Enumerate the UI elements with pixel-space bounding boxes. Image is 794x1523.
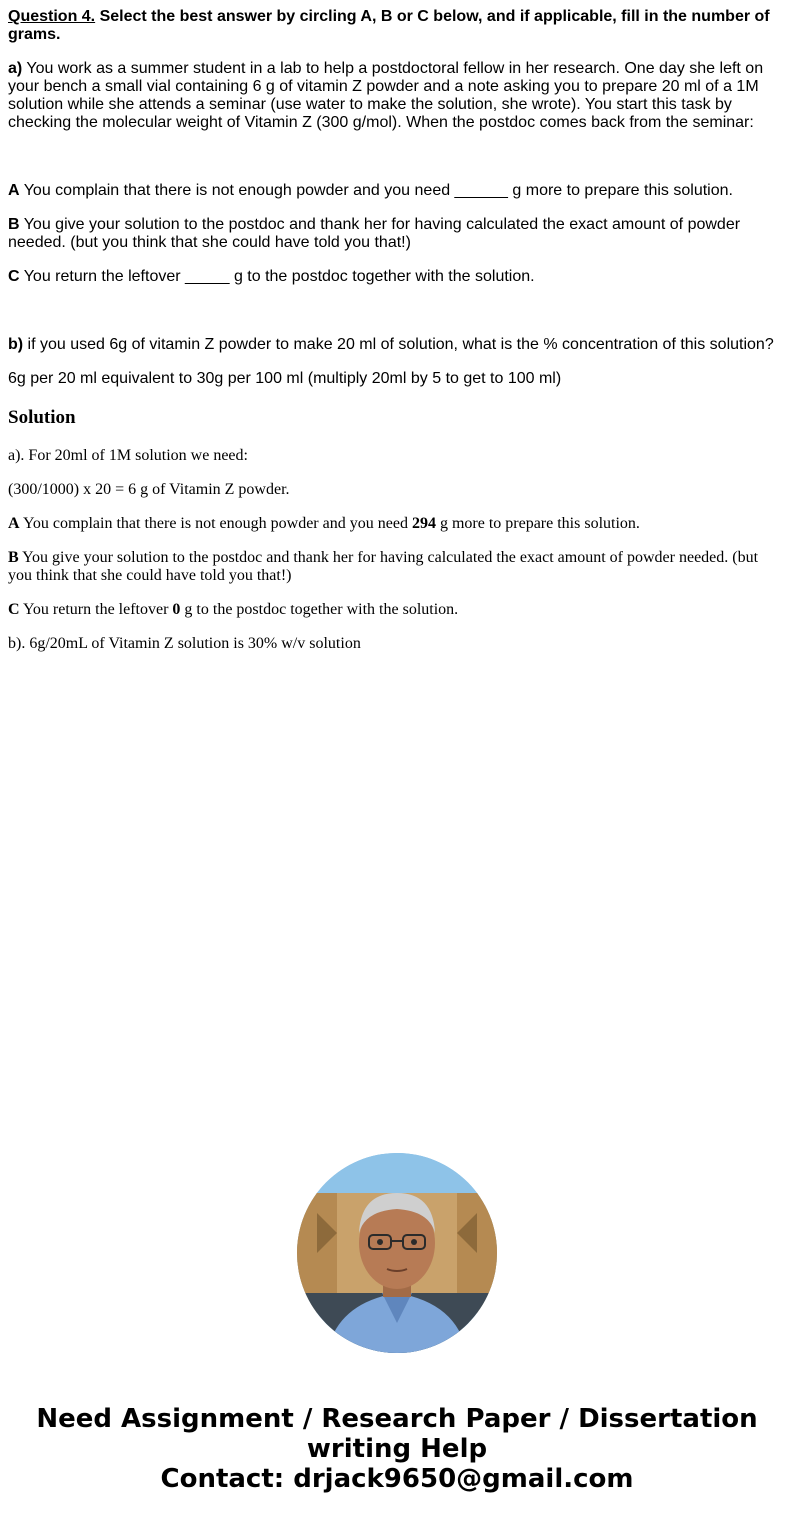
- avatar-portrait: [297, 1153, 497, 1353]
- solution-answer-b: [8, 549, 786, 585]
- question-label: Question 4.: [8, 8, 96, 25]
- answer-a-post: g more to prepare this solution.: [435, 515, 640, 532]
- answer-c-pre: You return the leftover: [19, 601, 173, 618]
- answer-c-post: g to the postdoc together with the solution.: [180, 601, 459, 618]
- answer-b-letter: B: [8, 549, 19, 566]
- footer-line-1: Need Assignment / Research Paper / Dissertation: [36, 1404, 758, 1434]
- option-c: [8, 268, 786, 286]
- option-b-text: You give your solution to the postdoc and thank her for having calculated the exact amount of powder needed. (but you think that she could have told you that!): [8, 216, 741, 251]
- solution-answer-c: [8, 601, 786, 619]
- answer-b-text: You give your solution to the postdoc and thank her for having calculated the exact amount of powder needed. (but you think that she could have told you that!): [8, 549, 759, 584]
- option-c-letter: C: [8, 268, 20, 285]
- option-a-text: You complain that there is not enough powder and you need ______ g more to prepare this solution.: [19, 182, 733, 199]
- solution-heading: Solution: [8, 407, 76, 428]
- answer-a-letter: A: [8, 515, 20, 532]
- answer-a-value: 294: [411, 515, 436, 532]
- part-a-text: [8, 60, 786, 132]
- footer-line-2: writing Help: [306, 1434, 488, 1464]
- question-instruction: Select the best answer by circling A, B or C below, and if applicable, fill in the number of grams.: [8, 8, 770, 43]
- option-b: [8, 216, 786, 252]
- option-a: [8, 182, 786, 200]
- question-note: 6g per 20 ml equivalent to 30g per 100 ml (multiply 20ml by 5 to get to 100 ml): [8, 370, 562, 387]
- part-a-body: You work as a summer student in a lab to help a postdoctoral fellow in her research. One day she left on your bench a small vial containing 6 g of vitamin Z powder and a note asking you to prepare 20 ml of a 1M solution while she attends a seminar (use water to make the solution, she wrote). You start this task by checking the molecular weight of Vitamin Z (300 g/mol). When the postdoc comes back from the seminar:: [8, 60, 764, 131]
- part-b-label: b): [8, 336, 24, 353]
- author-avatar: [297, 1153, 497, 1353]
- solution-line-1: a). For 20ml of 1M solution we need:: [8, 447, 248, 464]
- part-b-text: [8, 336, 786, 354]
- footer-contact: Contact: drjack9650@gmail.com: [160, 1464, 634, 1494]
- answer-a-pre: You complain that there is not enough powder and you need: [19, 515, 412, 532]
- option-a-letter: A: [8, 182, 20, 199]
- question-title: [8, 8, 786, 44]
- answer-c-letter: C: [8, 601, 20, 618]
- answer-c-value: 0: [172, 601, 181, 618]
- option-c-text: You return the leftover _____ g to the postdoc together with the solution.: [19, 268, 535, 285]
- part-a-label: a): [8, 60, 23, 77]
- solution-line-b: b). 6g/20mL of Vitamin Z solution is 30% w/v solution: [8, 635, 361, 652]
- option-b-letter: B: [8, 216, 20, 233]
- solution-answer-a: [8, 515, 786, 533]
- solution-line-2: (300/1000) x 20 = 6 g of Vitamin Z powder.: [8, 481, 290, 498]
- part-b-body: if you used 6g of vitamin Z powder to make 20 ml of solution, what is the % concentration of this solution?: [23, 336, 774, 353]
- contact-footer: [0, 1404, 794, 1494]
